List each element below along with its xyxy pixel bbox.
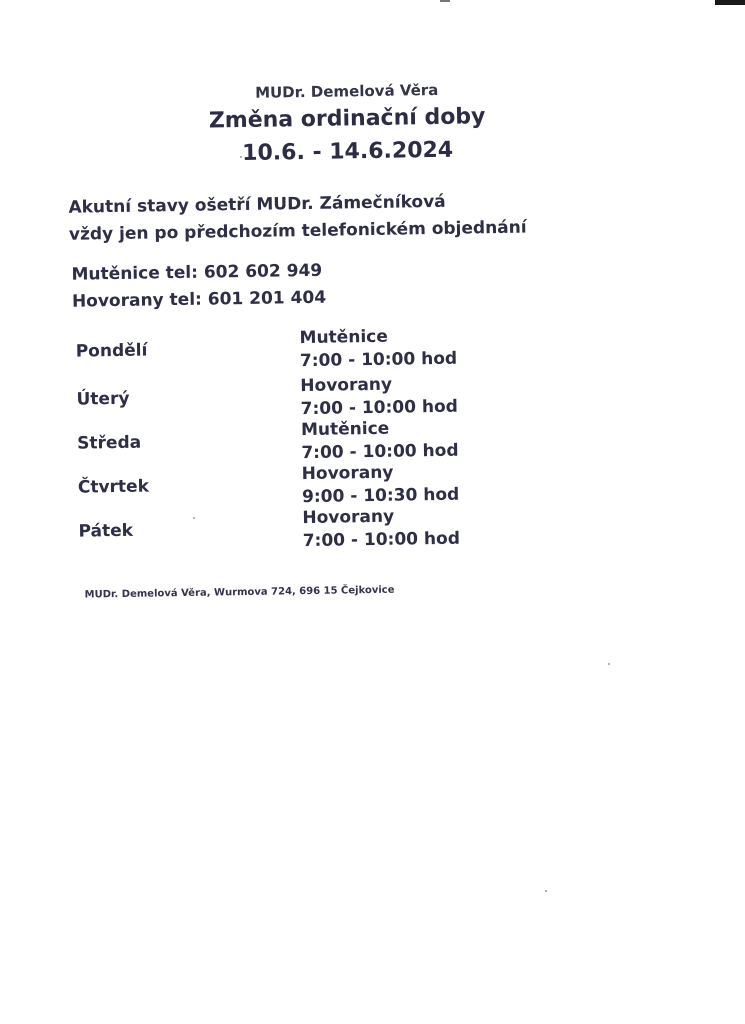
hours-label: 7:00 - 10:00 hod: [299, 348, 458, 372]
footer-address: MUDr. Demelová Věra, Wurmova 724, 696 15 Čejkovice: [84, 584, 395, 601]
scan-speck: [193, 517, 195, 519]
location-label: Mutěnice: [299, 326, 388, 349]
day-label: Pátek: [78, 520, 134, 542]
location-label: Mutěnice: [300, 418, 390, 441]
acute-care-notice: [68, 188, 527, 249]
scan-speck: [545, 890, 547, 892]
page-title: Změna ordinační doby: [208, 104, 486, 134]
notice-line: vždy jen po předchozím telefonickém objednání: [68, 217, 527, 245]
hours-label: 7:00 - 10:00 hod: [300, 396, 459, 420]
day-label: Středa: [77, 432, 142, 454]
date-range: 10.6. - 14.6.2024: [242, 137, 454, 167]
day-label: Čtvrtek: [77, 476, 150, 498]
phone-mutenice: Mutěnice tel: 602 602 949: [71, 260, 323, 285]
doctor-name: MUDr. Demelová Věra: [254, 80, 439, 102]
phone-list: [71, 258, 326, 316]
schedule-row-wednesday: [77, 418, 497, 464]
schedule-row-thursday: [77, 462, 498, 508]
phone-hovorany: Hovorany tel: 601 201 404: [71, 287, 327, 312]
hours-label: 7:00 - 10:00 hod: [302, 528, 461, 552]
location-label: Hovorany: [301, 462, 394, 485]
hours-label: 7:00 - 10:00 hod: [301, 440, 459, 464]
notice-line: Akutní stavy ošetří MUDr. Zámečníková: [68, 191, 446, 218]
hours-label: 9:00 - 10:30 hod: [301, 484, 460, 508]
day-label: Úterý: [76, 388, 130, 410]
location-label: Hovorany: [300, 374, 393, 397]
schedule-row-tuesday: [76, 374, 496, 420]
day-label: Pondělí: [75, 340, 148, 362]
scan-speck: [608, 663, 610, 665]
schedule-row-friday: [78, 506, 498, 552]
schedule-row-monday: [75, 326, 496, 372]
location-label: Hovorany: [302, 506, 395, 529]
scan-speck: [240, 156, 242, 158]
